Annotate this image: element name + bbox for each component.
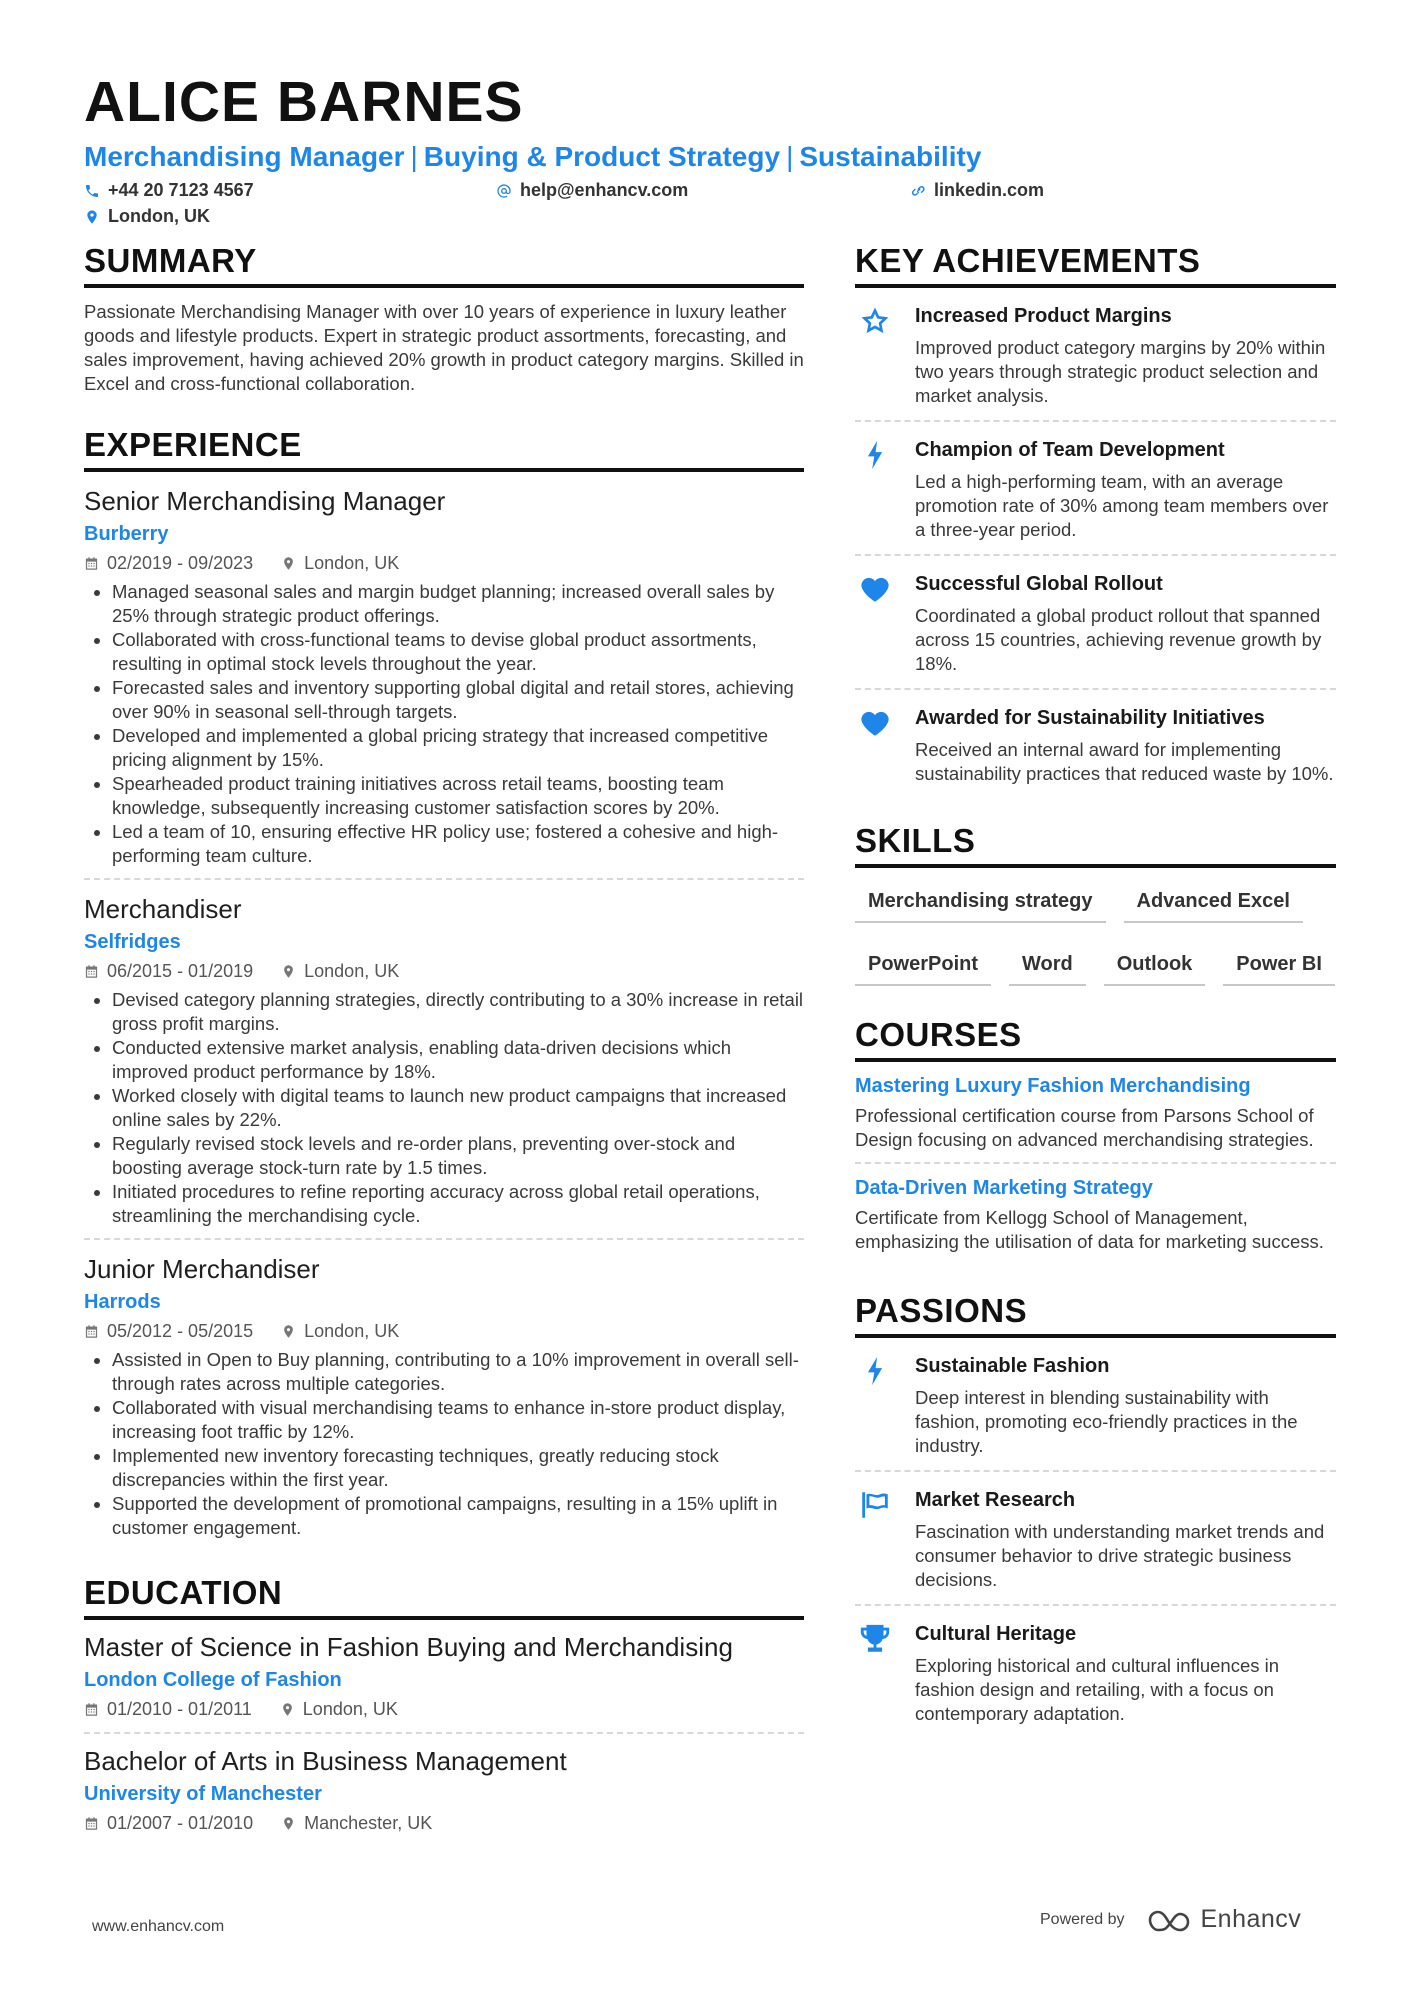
experience-section [84,424,804,1550]
email-text: help@enhancv.com [520,180,689,200]
school-name: London College of Fashion [84,1669,342,1691]
job-title: Senior Merchandising Manager [84,486,446,516]
job-entry [84,1240,804,1550]
job-location: London, UK [304,1321,400,1341]
job-bullet: • Regularly revised stock levels and re-order plans, preventing over-stock and boosting average stock-turn rate by 1.5 times. [112,1132,804,1180]
footer-brand [1040,1905,1301,1934]
job-bullet: • Led a team of 10, ensuring effective HR policy use; fostered a cohesive and high-performing team culture. [112,820,804,868]
job-bullet: • Supported the development of promotional campaigns, resulting in a 15% uplift in customer engagement. [112,1492,804,1540]
brand-logo[interactable] [1147,1905,1302,1934]
enhancv-logo-icon [1147,1907,1193,1933]
skill-tag: Merchandising strategy [855,884,1106,923]
achievement-title: Successful Global Rollout [915,573,1163,595]
location-pin-icon [281,1324,296,1339]
course-desc: Certificate from Kellogg School of Management, emphasizing the utilisation of data for marketing success. [855,1207,1324,1252]
job-bullets [84,580,804,868]
passions-section [855,1290,1336,1738]
achievement-item [855,422,1336,556]
job-bullet: • Implemented new inventory forecasting techniques, greatly reducing stock discrepancies within the first year. [112,1444,804,1492]
website-text: linkedin.com [934,180,1045,200]
job-bullet: • Forecasted sales and inventory supporting global digital and retail stores, achieving over 90% in seasonal sell-through targets. [112,676,804,724]
achievement-item [855,556,1336,690]
course-item [855,1062,1336,1164]
job-dates: 02/2019 - 09/2023 [107,553,254,573]
job-bullet: • Developed and implemented a global pricing strategy that increased competitive pricing alignment by 15%. [112,724,804,772]
course-desc: Professional certification course from Parsons School of Design focusing on advanced merchandising strategies. [855,1105,1314,1150]
achievement-item [855,288,1336,422]
degree-title: Bachelor of Arts in Business Management [84,1746,567,1776]
passion-title: Sustainable Fashion [915,1355,1110,1377]
contact-website[interactable] [910,180,1044,201]
passion-desc: Fascination with understanding market trends and consumer behavior to drive strategic business decisions. [915,1521,1325,1590]
at-icon [496,183,512,199]
tagline-separator: | [410,141,418,172]
skill-tag: Power BI [1223,947,1335,986]
job-bullet: • Initiated procedures to refine reporting accuracy across global retail operations, streamlining the merchandising cycle. [112,1180,804,1228]
contact-email[interactable] [496,180,688,201]
job-bullets [84,988,804,1228]
summary-heading: SUMMARY [84,240,804,288]
job-location: London, UK [304,961,400,981]
education-entry [84,1734,804,1846]
powered-by-label: Powered by [1040,1910,1125,1928]
skill-tag: Word [1009,947,1086,986]
job-bullet: • Collaborated with cross-functional teams to devise global product assortments, resulting in optimal stock levels throughout the year. [112,628,804,676]
tagline-role: Merchandising Manager [84,141,405,172]
link-icon [910,183,926,199]
course-item [855,1164,1336,1264]
job-dates: 05/2012 - 05/2015 [107,1321,254,1341]
calendar-icon [84,1324,99,1339]
contact-location [84,206,210,227]
passion-title: Market Research [915,1489,1076,1511]
summary-text: Passionate Merchandising Manager with over 10 years of experience in luxury leather goods and lifestyle products. Expert in strategic product assortments, forecasting, and sales improvement, having achieved 20% growth in product category margins. Skilled in Excel and cross-functional collaboration. [84,301,804,394]
flag-icon [858,1488,892,1522]
trophy-icon [858,1622,892,1656]
passion-desc: Exploring historical and cultural influences in fashion design and retailing, with a focus on contemporary adaptation. [915,1655,1280,1724]
job-meta [84,550,804,576]
education-meta [84,1810,804,1836]
education-entry [84,1620,804,1734]
achievements-heading: KEY ACHIEVEMENTS [855,240,1336,288]
heart-icon [858,706,892,740]
location-pin-icon [281,1816,296,1831]
education-location: Manchester, UK [304,1813,433,1833]
calendar-icon [84,1816,99,1831]
achievement-desc: Led a high-performing team, with an average promotion rate of 30% among team members over a three-year period. [915,471,1329,540]
tagline [84,138,1344,176]
location-pin-icon [281,556,296,571]
education-dates: 01/2007 - 01/2010 [107,1813,254,1833]
education-section [84,1572,804,1846]
achievement-desc: Received an internal award for implementing sustainability practices that reduced waste by 10%. [915,739,1334,784]
tagline-focus: Buying & Product Strategy [423,141,781,172]
education-dates: 01/2010 - 01/2011 [107,1699,252,1719]
passion-desc: Deep interest in blending sustainability with fashion, promoting eco-friendly practices in the industry. [915,1387,1298,1456]
contact-phone[interactable] [84,180,254,201]
skills-heading: SKILLS [855,820,1336,868]
achievement-desc: Coordinated a global product rollout that spanned across 15 countries, achieving revenue growth by 18%. [915,605,1322,674]
passion-item [855,1338,1336,1472]
job-entry [84,880,804,1240]
job-bullets [84,1348,804,1540]
calendar-icon [84,1702,99,1717]
job-dates: 06/2015 - 01/2019 [107,961,254,981]
summary-section [84,240,804,396]
job-bullet: • Managed seasonal sales and margin budget planning; increased overall sales by 25% through strategic product offerings. [112,580,804,628]
experience-heading: EXPERIENCE [84,424,804,472]
company-name: Selfridges [84,931,181,953]
company-name: Harrods [84,1291,161,1313]
location-pin-icon [280,1702,295,1717]
job-meta [84,958,804,984]
location-pin-icon [84,209,100,225]
calendar-icon [84,964,99,979]
education-heading: EDUCATION [84,1572,804,1620]
education-location: London, UK [302,1699,398,1719]
candidate-name: ALICE BARNES [84,70,524,134]
course-title: Data-Driven Marketing Strategy [855,1177,1153,1199]
passions-heading: PASSIONS [855,1290,1336,1338]
skill-tag: Outlook [1104,947,1206,986]
phone-icon [84,183,100,199]
achievement-title: Awarded for Sustainability Initiatives [915,707,1265,729]
job-bullet: • Conducted extensive market analysis, enabling data-driven decisions which improved product performance by 18%. [112,1036,804,1084]
achievements-section [855,240,1336,798]
achievement-item [855,690,1336,798]
passion-item [855,1606,1336,1738]
passion-item [855,1472,1336,1606]
brand-name: Enhancv [1200,1905,1302,1933]
contact-info [84,180,1344,238]
courses-heading: COURSES [855,1014,1336,1062]
achievement-title: Champion of Team Development [915,439,1225,461]
degree-title: Master of Science in Fashion Buying and Merchandising [84,1632,733,1662]
skills-list [855,868,1336,986]
courses-section [855,1014,1336,1264]
resume-header [84,64,1344,238]
achievement-title: Increased Product Margins [915,305,1172,327]
phone-text: +44 20 7123 4567 [108,180,254,200]
job-entry [84,472,804,880]
skill-tag: Advanced Excel [1124,884,1303,923]
job-bullet: • Collaborated with visual merchandising teams to enhance in-store product display, increasing foot traffic by 12%. [112,1396,804,1444]
skills-section [855,820,1336,986]
job-bullet: • Spearheaded product training initiatives across retail teams, boosting team knowledge, subsequently increasing customer satisfaction scores by 20%. [112,772,804,820]
lightning-icon [858,1354,892,1388]
passion-title: Cultural Heritage [915,1623,1077,1645]
left-column [84,240,804,1846]
education-meta [84,1696,804,1722]
heart-icon [858,572,892,606]
job-bullet: • Devised category planning strategies, directly contributing to a 30% increase in retail gross profit margins. [112,988,804,1036]
location-pin-icon [281,964,296,979]
right-column [855,240,1336,1738]
calendar-icon [84,556,99,571]
school-name: University of Manchester [84,1783,322,1805]
job-title: Junior Merchandiser [84,1254,320,1284]
job-bullet: • Assisted in Open to Buy planning, contributing to a 10% improvement in overall sell-through rates across multiple categories. [112,1348,804,1396]
lightning-icon [858,438,892,472]
company-name: Burberry [84,523,169,545]
job-meta [84,1318,804,1344]
star-icon [858,304,892,338]
footer-website[interactable]: www.enhancv.com [92,1918,225,1935]
location-text: London, UK [108,206,210,226]
skill-tag: PowerPoint [855,947,991,986]
course-title: Mastering Luxury Fashion Merchandising [855,1075,1251,1097]
job-location: London, UK [304,553,400,573]
job-bullet: • Worked closely with digital teams to launch new product campaigns that increased online sales by 22%. [112,1084,804,1132]
job-title: Merchandiser [84,894,242,924]
tagline-value: Sustainability [799,141,982,172]
tagline-separator: | [786,141,794,172]
achievement-desc: Improved product category margins by 20% within two years through strategic product selection and market analysis. [915,337,1326,406]
